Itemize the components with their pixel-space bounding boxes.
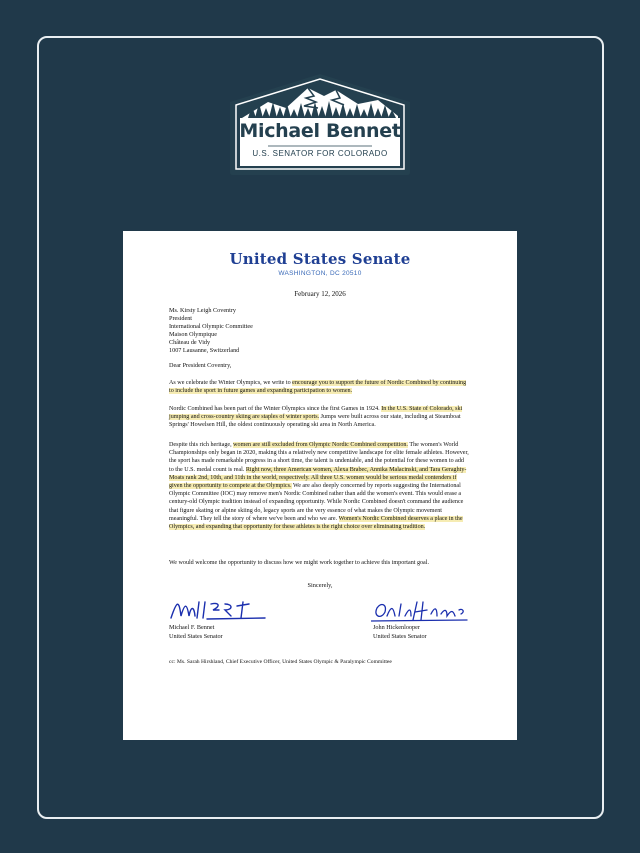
highlighted-text: Right now, three American women, Alexa Brabec, Annika Malacinski, and Tara Geraghty-Moats rank 2nd, 10th, and 11th in the world, respectively. All three U.S. women would be serious medal contenders if given the opportunity to compete at the Olympics.: [169, 466, 467, 490]
paragraph-text: Despite this rich heritage,: [169, 442, 234, 448]
signer-title: United States Senator: [169, 632, 223, 640]
recipient-line: International Olympic Committee: [169, 323, 253, 331]
highlighted-text: In the U.S. State of Colorado, ski jumping and cross-country skiing are staples of winter sports.: [169, 406, 463, 421]
paragraph-2: [169, 405, 469, 430]
signer-name: John Hickenlooper: [373, 624, 420, 631]
paragraph-text: The women's World Championships only began in 2020, making this a relatively new competitive landscape for elite female athletes. However, the sport has made remarkable progress in a short time, the talent is undeniable, and the potential for these women to add to the U.S. medal count is real.: [169, 442, 469, 473]
logo-subtitle: U.S. SENATOR FOR COLORADO: [252, 149, 388, 158]
paragraph-4: [169, 559, 469, 567]
highlighted-text: encourage you to support the future of Nordic Combined by continuing to include the sport in future games and expanding participation to women.: [169, 380, 467, 395]
paragraph-text: We are also deeply concerned by reports suggesting the International Olympic Committee (IOC) may remove men's Nordic Combined rather than add the women's event. This would erase a century-old Olympic tradition instead of expanding opportunity. While Nordic Combined doesn't command the audience that figure skating or alpine skiing do, legacy sports are the very essence of what makes the Olympic movement meaningful. They tell the story of where we've been and who we are.: [169, 483, 464, 522]
paragraph-text: As we celebrate the Winter Olympics, we write to: [169, 380, 293, 386]
recipient-line: Maison Olympique: [169, 331, 217, 339]
bennet-signature: [167, 596, 267, 624]
logo-name: Michael Bennet: [239, 120, 401, 142]
paragraph-text: We would welcome the opportunity to discuss how we might work together to achieve this important goal.: [169, 560, 429, 566]
letter-page: [123, 231, 517, 740]
cc-line: cc: Ms. Sarah Hirshland, Chief Executive Officer, United States Olympic & Paralympic Committee: [169, 659, 392, 665]
letterhead-title: United States Senate: [229, 250, 411, 268]
paragraph-text: Jumps were built across our state, including at Steamboat Springs' Howelsen Hill, the oldest continuously operating ski area in North America.: [169, 414, 461, 429]
recipient-line: Ms. Kirsty Leigh Coventry: [169, 307, 237, 314]
signer-title: United States Senator: [373, 632, 427, 640]
recipient-line: 1007 Lausanne, Switzerland: [169, 347, 240, 355]
recipient-line: President: [169, 315, 193, 323]
recipient-line: Château de Vidy: [169, 339, 211, 347]
signer-name: Michael F. Bennet: [169, 624, 215, 631]
highlighted-text: Women's Nordic Combined deserves a place in the Olympics, and expanding that opportunity for these athletes is the right choice over eliminating tradition.: [169, 515, 463, 531]
signer-bennet: [169, 624, 223, 641]
salutation: Dear President Coventry,: [169, 362, 232, 369]
hickenlooper-signature: [371, 598, 471, 624]
letter-date: February 12, 2026: [294, 290, 346, 298]
recipient-address: [169, 307, 253, 356]
highlighted-text: women are still excluded from Olympic Nordic Combined competition.: [233, 442, 408, 448]
closing: Sincerely,: [307, 582, 333, 589]
paragraph-3: [169, 441, 469, 531]
signer-hickenlooper: [373, 624, 427, 641]
letterhead-city: WASHINGTON, DC 20510: [278, 270, 362, 277]
paragraph-1: [169, 379, 469, 395]
paragraph-text: Nordic Combined has been part of the Winter Olympics since the first Games in 1924.: [169, 406, 382, 412]
